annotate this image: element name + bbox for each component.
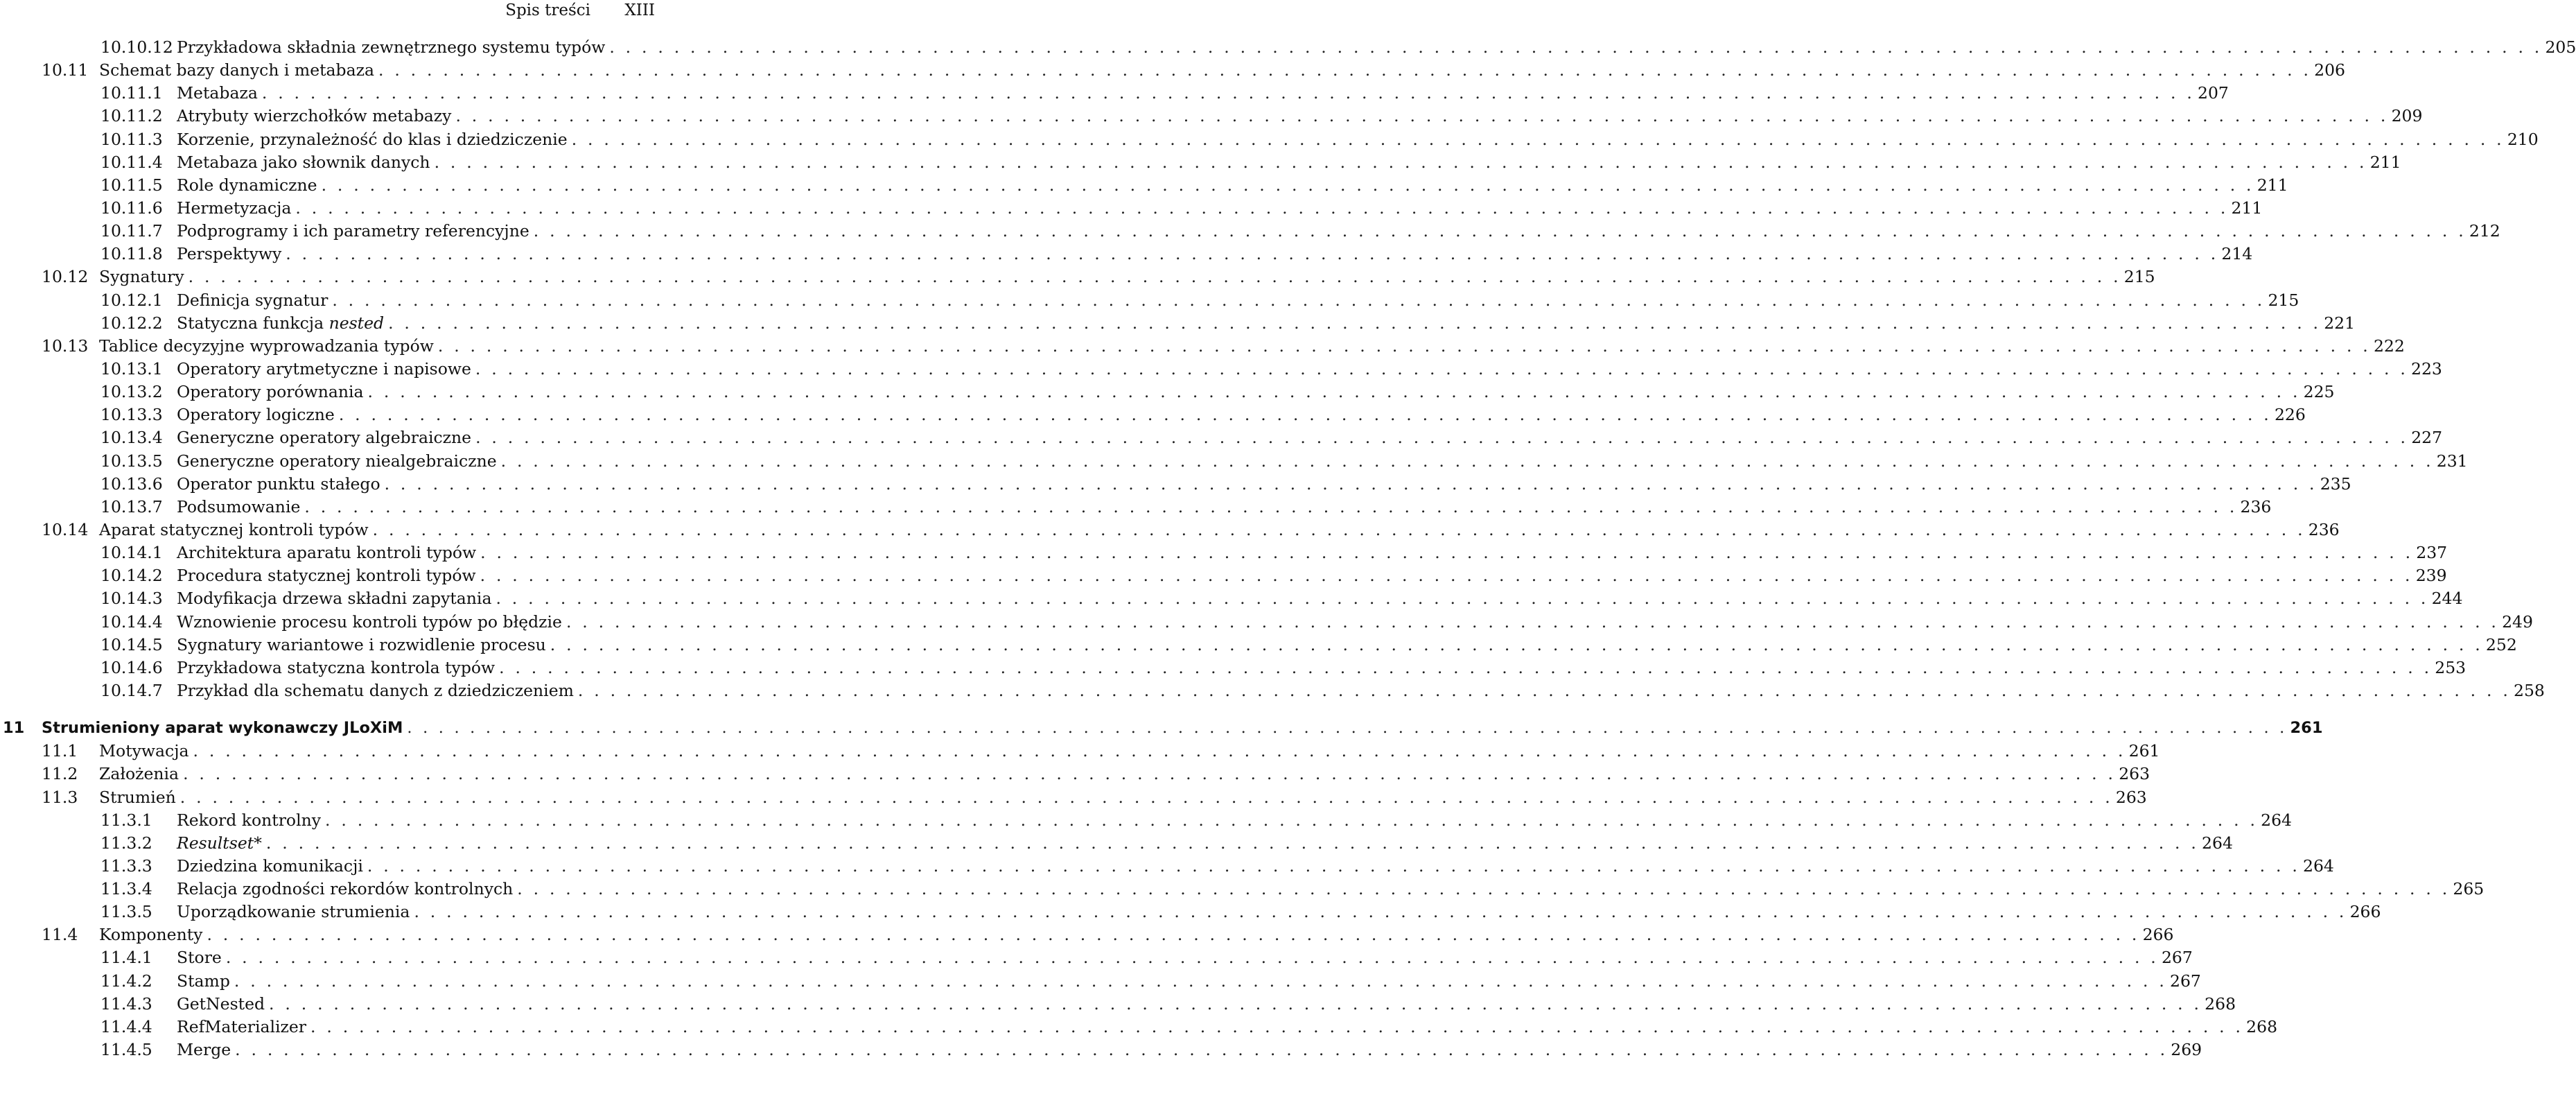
toc-entry-title: RefMaterializer [177,1016,307,1036]
toc-entry-page: 207 [2198,83,2229,103]
dot-leader: . . . . . . . . . . . . . . . . . . . . . . . . . . . . . . . . . . . . . . . . . . . . . . . . . . . . . . . . . . . . . . . . . . . . . . . . . . . . . . . . . . . . . . . . . . . . . . . . . . . . . . . . . . . . . . . . . . . . . . . . [566,611,2500,632]
toc-entry-number: 10.14.4 [100,611,163,632]
toc-entry-page: 249 [2502,611,2533,632]
dot-leader: . . . . . . . . . . . . . . . . . . . . . . . . . . . . . . . . . . . . . . . . . . . . . . . . . . . . . . . . . . . . . . . . . . . . . . . . . . . . . . . . . . . . . . . . . . . . . . . . . . . . . . . . . . . . . . . . . . . . . . . . [533,221,2467,241]
toc-entry-title: Dziedzina komunikacji [177,856,363,876]
toc-entry-title: Merge [177,1040,231,1060]
dot-leader: . . . . . . . . . . . . . . . . . . . . . . . . . . . . . . . . . . . . . . . . . . . . . . . . . . . . . . . . . . . . . . . . . . . . . . . . . . . . . . . . . . . . . . . . . . . . . . . . . . . . . . . . . . . . . . . . . . . . . . . . [367,382,2301,402]
dot-leader: . . . . . . . . . . . . . . . . . . . . . . . . . . . . . . . . . . . . . . . . . . . . . . . . . . . . . . . . . . . . . . . . . . . . . . . . . . . . . . . . . . . . . . . . . . . . . . . . . . . . . . . . . . . . . . . . . . . . . . . . [286,244,2219,264]
toc-subsection-entry[interactable] [0,128,2539,151]
toc-subsection-entry[interactable] [0,312,2356,335]
toc-entry-number: 10.13.4 [100,428,163,448]
dot-leader: . . . . . . . . . . . . . . . . . . . . . . . . . . . . . . . . . . . . . . . . . . . . . . . . . . . . . . . . . . . . . . . . . . . . . . . . . . . . . . . . . . . . . . . . . . . . . . . . . . . . . . . . . . . . . . . . . . . . . . . . [577,680,2512,700]
toc-entry-title: Role dynamiczne [177,175,317,195]
toc-entry-title: Store [177,948,222,968]
toc-entry-number: 11.4.5 [100,1040,152,1060]
toc-subsection-entry[interactable] [0,381,2335,403]
toc-entry-page: 267 [2161,948,2193,968]
dot-leader: . . . . . . . . . . . . . . . . . . . . . . . . . . . . . . . . . . . . . . . . . . . . . . . . . . . . . . . . . . . . . . . . . . . . . . . . . . . . . . . . . . . . . . . . . . . . . . . . . . . . . . . . . . . . . . . . . . . . . . . . [265,833,2200,853]
dot-leader: . . . . . . . . . . . . . . . . . . . . . . . . . . . . . . . . . . . . . . . . . . . . . . . . . . . . . . . . . . . . . . . . . . . . . . . . . . . . . . . . . . . . . . . . . . . . . . . . . . . . . . . . . . . . . . . . . . . . . . . . [609,37,2543,57]
toc-entry-page: 214 [2221,244,2253,264]
toc-entry-number: 11.4.4 [100,1016,152,1036]
dot-leader: . . . . . . . . . . . . . . . . . . . . . . . . . . . . . . . . . . . . . . . . . . . . . . . . . . . . . . . . . . . . . . . . . . . . . . . . . . . . . . . . . . . . . . . . . . . . . . . . . . . . . . . . . . . . . . . . . . . . . . . . [179,787,2113,807]
dot-leader: . . . . . . . . . . . . . . . . . . . . . . . . . . . . . . . . . . . . . . . . . . . . . . . . . . . . . . . . . . . . . . . . . . . . . . . . . . . . . . . . . . . . . . . . . . . . . . . . . . . . . . . . . . . . . . . . . . . . . . . . [183,764,2117,784]
toc-entry-title: Architektura aparatu kontroli typów [177,543,477,563]
toc-entry-number: 11.3.5 [100,902,152,922]
toc-entry-title-italic: nested [328,313,385,333]
toc-entry-number: 10.13.6 [100,474,163,494]
dot-leader: . . . . . . . . . . . . . . . . . . . . . . . . . . . . . . . . . . . . . . . . . . . . . . . . . . . . . . . . . . . . . . . . . . . . . . . . . . . . . . . . . . . . . . . . . . . . . . . . . . . . . . . . . . . . . . . . . . . . . . . . [388,313,2322,333]
toc-entry-page: 236 [2240,496,2272,516]
toc-entry-number: 11.2 [42,764,78,784]
toc-subsection-entry[interactable] [0,174,2288,197]
dot-leader: . . . . . . . . . . . . . . . . . . . . . . . . . . . . . . . . . . . . . . . . . . . . . . . . . . . . . . . . . . . . . . . . . . . . . . . . . . . . . . . . . . . . . . . . . . . . . . . . . . . . . . . . . . . . . . . . . . . . . . . . [517,879,2451,899]
toc-subsection-entry[interactable] [0,426,2443,449]
toc-entry-page: 265 [2453,879,2485,899]
toc-entry-number: 11.4 [42,925,78,945]
toc-entry-number: 10.14.5 [100,634,163,654]
toc-entry-number: 11.3.1 [100,810,152,830]
toc-entry-number: 11.4.2 [100,971,152,991]
toc-entry-title: Modyfikacja drzewa składni zapytania [177,589,492,609]
toc-entry-page: 264 [2303,856,2334,876]
dot-leader: . . . . . . . . . . . . . . . . . . . . . . . . . . . . . . . . . . . . . . . . . . . . . . . . . . . . . . . . . . . . . . . . . . . . . . . . . . . . . . . . . . . . . . . . . . . . . . . . . . . . . . . . . . . . . . . . . . . . . . . . [407,719,2288,738]
toc-entry-page: 263 [2115,787,2147,807]
toc-entry-page: 215 [2123,267,2155,287]
toc-entry-title: Aparat statycznej kontroli typów [99,519,369,539]
toc-subsection-entry[interactable] [0,243,2253,266]
toc-entry-page: 236 [2308,519,2340,539]
toc-subsection-entry[interactable] [0,564,2447,587]
dot-leader: . . . . . . . . . . . . . . . . . . . . . . . . . . . . . . . . . . . . . . . . . . . . . . . . . . . . . . . . . . . . . . . . . . . . . . . . . . . . . . . . . . . . . . . . . . . . . . . . . . . . . . . . . . . . . . . . . . . . . . . . [321,175,2254,195]
toc-entry-title: Operatory logiczne [177,405,335,425]
toc-entry-title: Schemat bazy danych i metabaza [99,60,374,80]
toc-entry-page: 266 [2142,925,2174,945]
toc-subsection-entry[interactable] [0,657,2467,679]
dot-leader: . . . . . . . . . . . . . . . . . . . . . . . . . . . . . . . . . . . . . . . . . . . . . . . . . . . . . . . . . . . . . . . . . . . . . . . . . . . . . . . . . . . . . . . . . . . . . . . . . . . . . . . . . . . . . . . . . . . . . . . . [372,519,2306,539]
dot-leader: . . . . . . . . . . . . . . . . . . . . . . . . . . . . . . . . . . . . . . . . . . . . . . . . . . . . . . . . . . . . . . . . . . . . . . . . . . . . . . . . . . . . . . . . . . . . . . . . . . . . . . . . . . . . . . . . . . . . . . . . [225,948,2159,968]
toc-entry-title: Przykładowa statyczna kontrola typów [177,657,496,677]
toc-entry-number: 10.11 [42,60,89,80]
toc-subsection-entry[interactable] [0,450,2468,473]
toc-entry-title: Operatory arytmetyczne i napisowe [177,358,471,379]
toc-entry-title: Przykład dla schematu danych z dziedziczeniem [177,680,574,700]
toc-entry-title: Przykładowa składnia zewnętrznego systemu typów [177,37,606,57]
toc-entry-number: 11.3.4 [100,879,152,899]
toc-entry-number: 10.12.1 [100,290,163,310]
toc-subsection-entry[interactable] [0,878,2485,901]
toc-entry-title: Strumieniony aparat wykonawczy JLoXiM [42,719,403,738]
toc-section-entry[interactable] [0,786,2147,809]
toc-entry-page: 269 [2171,1040,2202,1060]
toc-entry-title: Sygnatury [99,267,184,287]
dot-leader: . . . . . . . . . . . . . . . . . . . . . . . . . . . . . . . . . . . . . . . . . . . . . . . . . . . . . . . . . . . . . . . . . . . . . . . . . . . . . . . . . . . . . . . . . . . . . . . . . . . . . . . . . . . . . . . . . . . . . . . . [188,267,2121,287]
toc-entry-page: 223 [2411,358,2442,379]
toc-entry-number: 10.13.7 [100,496,163,516]
dot-leader: . . . . . . . . . . . . . . . . . . . . . . . . . . . . . . . . . . . . . . . . . . . . . . . . . . . . . . . . . . . . . . . . . . . . . . . . . . . . . . . . . . . . . . . . . . . . . . . . . . . . . . . . . . . . . . . . . . . . . . . . [437,336,2371,356]
dot-leader: . . . . . . . . . . . . . . . . . . . . . . . . . . . . . . . . . . . . . . . . . . . . . . . . . . . . . . . . . . . . . . . . . . . . . . . . . . . . . . . . . . . . . . . . . . . . . . . . . . . . . . . . . . . . . . . . . . . . . . . . [384,474,2317,494]
toc-entry-title-italic: Resultset* [177,833,262,853]
toc-entry-title: Operatory porównania [177,382,364,402]
toc-entry-number: 11.4.3 [100,993,152,1014]
header-section-title: Spis treści [505,1,591,19]
toc-entry-title: Generyczne operatory niealgebraiczne [177,451,497,471]
toc-subsection-entry[interactable] [0,220,2500,243]
toc-entry-number: 11.3.2 [100,833,152,853]
toc-entry-number: 11.1 [42,741,78,761]
toc-entry-title: Relacja zgodności rekordów kontrolnych [177,879,514,899]
toc-entry-title: Strumień [99,787,176,807]
toc-subsection-entry[interactable] [0,82,2229,105]
toc-entry-page: 237 [2416,543,2448,563]
toc-entry-title [177,832,262,855]
toc-entry-title: Uporządkowanie strumienia [177,902,410,922]
toc-entry-number: 10.14.3 [100,589,163,609]
toc-entry-title: Stamp [177,971,230,991]
toc-section-entry[interactable] [0,519,2340,541]
dot-leader: . . . . . . . . . . . . . . . . . . . . . . . . . . . . . . . . . . . . . . . . . . . . . . . . . . . . . . . . . . . . . . . . . . . . . . . . . . . . . . . . . . . . . . . . . . . . . . . . . . . . . . . . . . . . . . . . . . . . . . . . [367,856,2300,876]
toc-entry-page: 264 [2261,810,2292,830]
toc-entry-page: 267 [2170,971,2201,991]
dot-leader: . . . . . . . . . . . . . . . . . . . . . . . . . . . . . . . . . . . . . . . . . . . . . . . . . . . . . . . . . . . . . . . . . . . . . . . . . . . . . . . . . . . . . . . . . . . . . . . . . . . . . . . . . . . . . . . . . . . . . . . . [414,902,2347,922]
toc-entry-page: 227 [2411,428,2443,448]
toc-subsection-entry[interactable] [0,611,2533,634]
toc-subsection-entry[interactable] [0,358,2442,381]
toc-subsection-entry[interactable] [0,403,2306,426]
toc-entry-page: 212 [2469,221,2500,241]
toc-entry-page: 266 [2349,902,2381,922]
toc-subsection-entry[interactable] [0,832,2233,855]
dot-leader: . . . . . . . . . . . . . . . . . . . . . . . . . . . . . . . . . . . . . . . . . . . . . . . . . . . . . . . . . . . . . . . . . . . . . . . . . . . . . . . . . . . . . . . . . . . . . . . . . . . . . . . . . . . . . . . . . . . . . . . . [325,810,2259,830]
toc-section-entry[interactable] [0,59,2345,82]
toc-entry-title: Wznowienie procesu kontroli typów po błędzie [177,611,562,632]
toc-entry-page: 222 [2373,336,2405,356]
toc-entry-page: 235 [2320,474,2351,494]
toc-entry-number: 10.13.2 [100,382,163,402]
toc-entry-number: 11.3.3 [100,856,152,876]
toc-entry-title: Korzenie, przynależność do klas i dziedziczenie [177,129,568,149]
toc-entry-number: 11.3 [42,787,78,807]
dot-leader: . . . . . . . . . . . . . . . . . . . . . . . . . . . . . . . . . . . . . . . . . . . . . . . . . . . . . . . . . . . . . . . . . . . . . . . . . . . . . . . . . . . . . . . . . . . . . . . . . . . . . . . . . . . . . . . . . . . . . . . . [207,925,2140,945]
dot-leader: . . . . . . . . . . . . . . . . . . . . . . . . . . . . . . . . . . . . . . . . . . . . . . . . . . . . . . . . . . . . . . . . . . . . . . . . . . . . . . . . . . . . . . . . . . . . . . . . . . . . . . . . . . . . . . . . . . . . . . . . [480,543,2414,563]
toc-entry-page: 205 [2545,37,2576,57]
toc-entry-number: 10.14.2 [100,566,163,586]
running-header [0,0,655,21]
toc-entry-number: 10.11.7 [100,221,163,241]
toc-entry-title: Motywacja [99,741,189,761]
dot-leader: . . . . . . . . . . . . . . . . . . . . . . . . . . . . . . . . . . . . . . . . . . . . . . . . . . . . . . . . . . . . . . . . . . . . . . . . . . . . . . . . . . . . . . . . . . . . . . . . . . . . . . . . . . . . . . . . . . . . . . . . [338,405,2272,425]
toc-entry-page: 268 [2246,1016,2278,1036]
header-page-number: XIII [624,1,655,19]
toc-subsection-entry[interactable] [0,105,2423,128]
toc-entry-title: Podprogramy i ich parametry referencyjne [177,221,529,241]
toc-subsection-entry[interactable] [0,993,2236,1016]
toc-entry-number: 10.11.8 [100,244,163,264]
toc-entry-page: 211 [2369,152,2401,172]
toc-subsection-entry[interactable] [0,197,2263,220]
toc-entry-title: Rekord kontrolny [177,810,322,830]
toc-entry-number: 10.11.3 [100,129,163,149]
toc-chapter-entry[interactable] [0,717,2323,740]
toc-entry-number: 10.14.7 [100,680,163,700]
toc-entry-number: 10.12.2 [100,313,163,333]
toc-entry-title: Podsumowanie [177,496,301,516]
toc-subsection-entry[interactable] [0,855,2334,878]
dot-leader: . . . . . . . . . . . . . . . . . . . . . . . . . . . . . . . . . . . . . . . . . . . . . . . . . . . . . . . . . . . . . . . . . . . . . . . . . . . . . . . . . . . . . . . . . . . . . . . . . . . . . . . . . . . . . . . . . . . . . . . . [571,129,2505,149]
toc-entry-page: 215 [2268,290,2299,310]
toc-entry-title: Tablice decyzyjne wyprowadzania typów [99,336,434,356]
toc-entry-page: 253 [2435,657,2467,677]
toc-subsection-entry[interactable] [0,901,2381,923]
toc-entry-number: 10.13.3 [100,405,163,425]
toc-entry-title: Sygnatury wariantowe i rozwidlenie procesu [177,634,546,654]
toc-entry-title: Atrybuty wierzchołków metabazy [177,106,452,126]
toc-subsection-entry[interactable] [0,496,2272,519]
toc-entry-number: 10.11.1 [100,83,163,103]
toc-subsection-entry[interactable] [0,970,2201,993]
toc-entry-page: 264 [2202,833,2233,853]
toc-entry-page: 221 [2324,313,2356,333]
toc-entry-page: 258 [2514,680,2545,700]
toc-subsection-entry[interactable] [0,809,2292,832]
toc-entry-number: 10.11.5 [100,175,163,195]
toc-entry-title: GetNested [177,993,265,1014]
toc-subsection-entry[interactable] [0,541,2448,564]
toc-subsection-entry[interactable] [0,1039,2202,1061]
toc-entry-number: 10.11.6 [100,198,163,218]
toc-entry-title: Procedura statycznej kontroli typów [177,566,476,586]
toc-entry-page: 226 [2274,405,2306,425]
toc-entry-page: 206 [2314,60,2345,80]
dot-leader: . . . . . . . . . . . . . . . . . . . . . . . . . . . . . . . . . . . . . . . . . . . . . . . . . . . . . . . . . . . . . . . . . . . . . . . . . . . . . . . . . . . . . . . . . . . . . . . . . . . . . . . . . . . . . . . . . . . . . . . . [332,290,2266,310]
toc-entry-number: 10.13.5 [100,451,163,471]
toc-entry-title: Operator punktu stałego [177,474,380,494]
toc-subsection-entry[interactable] [0,1016,2278,1039]
dot-leader: . . . . . . . . . . . . . . . . . . . . . . . . . . . . . . . . . . . . . . . . . . . . . . . . . . . . . . . . . . . . . . . . . . . . . . . . . . . . . . . . . . . . . . . . . . . . . . . . . . . . . . . . . . . . . . . . . . . . . . . . [550,634,2483,654]
dot-leader: . . . . . . . . . . . . . . . . . . . . . . . . . . . . . . . . . . . . . . . . . . . . . . . . . . . . . . . . . . . . . . . . . . . . . . . . . . . . . . . . . . . . . . . . . . . . . . . . . . . . . . . . . . . . . . . . . . . . . . . . [234,971,2168,991]
toc-entry-number: 10.11.2 [100,106,163,126]
dot-leader: . . . . . . . . . . . . . . . . . . . . . . . . . . . . . . . . . . . . . . . . . . . . . . . . . . . . . . . . . . . . . . . . . . . . . . . . . . . . . . . . . . . . . . . . . . . . . . . . . . . . . . . . . . . . . . . . . . . . . . . . [499,657,2433,677]
dot-leader: . . . . . . . . . . . . . . . . . . . . . . . . . . . . . . . . . . . . . . . . . . . . . . . . . . . . . . . . . . . . . . . . . . . . . . . . . . . . . . . . . . . . . . . . . . . . . . . . . . . . . . . . . . . . . . . . . . . . . . . . [475,358,2409,379]
toc-section-entry[interactable] [0,923,2174,946]
dot-leader: . . . . . . . . . . . . . . . . . . . . . . . . . . . . . . . . . . . . . . . . . . . . . . . . . . . . . . . . . . . . . . . . . . . . . . . . . . . . . . . . . . . . . . . . . . . . . . . . . . . . . . . . . . . . . . . . . . . . . . . . [434,152,2367,172]
dot-leader: . . . . . . . . . . . . . . . . . . . . . . . . . . . . . . . . . . . . . . . . . . . . . . . . . . . . . . . . . . . . . . . . . . . . . . . . . . . . . . . . . . . . . . . . . . . . . . . . . . . . . . . . . . . . . . . . . . . . . . . . [235,1040,2168,1060]
toc-subsection-entry[interactable] [0,151,2401,174]
toc-entry-title: Założenia [99,764,179,784]
table-of-contents [0,36,2576,1061]
toc-entry-title: Metabaza [177,83,258,103]
toc-entry-page: 211 [2231,198,2263,218]
toc-section-entry[interactable] [0,266,2155,288]
toc-entry-page: 244 [2431,589,2463,609]
toc-entry-title: Komponenty [99,925,203,945]
toc-section-entry[interactable] [0,740,2160,763]
toc-entry-page: 268 [2205,993,2236,1014]
toc-entry-title: Definicja sygnatur [177,290,328,310]
toc-entry-title: Metabaza jako słownik danych [177,152,430,172]
toc-entry-number: 10.12 [42,267,89,287]
toc-entry-number: 11 [3,719,25,738]
dot-leader: . . . . . . . . . . . . . . . . . . . . . . . . . . . . . . . . . . . . . . . . . . . . . . . . . . . . . . . . . . . . . . . . . . . . . . . . . . . . . . . . . . . . . . . . . . . . . . . . . . . . . . . . . . . . . . . . . . . . . . . . [378,60,2312,80]
toc-entry-title: Statyczna funkcja nested [177,313,385,333]
toc-entry-title: Generyczne operatory algebraiczne [177,428,472,448]
toc-entry-page: 263 [2119,764,2150,784]
toc-subsection-entry[interactable] [0,946,2193,969]
dot-leader: . . . . . . . . . . . . . . . . . . . . . . . . . . . . . . . . . . . . . . . . . . . . . . . . . . . . . . . . . . . . . . . . . . . . . . . . . . . . . . . . . . . . . . . . . . . . . . . . . . . . . . . . . . . . . . . . . . . . . . . . [455,106,2389,126]
dot-leader: . . . . . . . . . . . . . . . . . . . . . . . . . . . . . . . . . . . . . . . . . . . . . . . . . . . . . . . . . . . . . . . . . . . . . . . . . . . . . . . . . . . . . . . . . . . . . . . . . . . . . . . . . . . . . . . . . . . . . . . . [261,83,2195,103]
dot-leader: . . . . . . . . . . . . . . . . . . . . . . . . . . . . . . . . . . . . . . . . . . . . . . . . . . . . . . . . . . . . . . . . . . . . . . . . . . . . . . . . . . . . . . . . . . . . . . . . . . . . . . . . . . . . . . . . . . . . . . . . [193,741,2126,761]
dot-leader: . . . . . . . . . . . . . . . . . . . . . . . . . . . . . . . . . . . . . . . . . . . . . . . . . . . . . . . . . . . . . . . . . . . . . . . . . . . . . . . . . . . . . . . . . . . . . . . . . . . . . . . . . . . . . . . . . . . . . . . . [480,566,2413,586]
toc-subsection-entry[interactable] [0,634,2517,657]
toc-entry-number: 10.14.1 [100,543,163,563]
toc-entry-page: 211 [2257,175,2288,195]
toc-entry-title: Hermetyzacja [177,198,292,218]
toc-entry-page: 239 [2415,566,2447,586]
toc-entry-number: 10.11.4 [100,152,163,172]
toc-entry-page: 225 [2303,382,2335,402]
toc-entry-page: 252 [2485,634,2517,654]
dot-leader: . . . . . . . . . . . . . . . . . . . . . . . . . . . . . . . . . . . . . . . . . . . . . . . . . . . . . . . . . . . . . . . . . . . . . . . . . . . . . . . . . . . . . . . . . . . . . . . . . . . . . . . . . . . . . . . . . . . . . . . . [475,428,2409,448]
toc-entry-number: 10.10.12 [100,37,173,57]
toc-entry-number: 10.13.1 [100,358,163,379]
toc-entry-page: 210 [2507,129,2539,149]
toc-entry-title: Perspektywy [177,244,282,264]
toc-subsection-entry[interactable] [0,473,2351,496]
dot-leader: . . . . . . . . . . . . . . . . . . . . . . . . . . . . . . . . . . . . . . . . . . . . . . . . . . . . . . . . . . . . . . . . . . . . . . . . . . . . . . . . . . . . . . . . . . . . . . . . . . . . . . . . . . . . . . . . . . . . . . . . [500,451,2434,471]
toc-entry-page: 261 [2290,719,2323,738]
dot-leader: . . . . . . . . . . . . . . . . . . . . . . . . . . . . . . . . . . . . . . . . . . . . . . . . . . . . . . . . . . . . . . . . . . . . . . . . . . . . . . . . . . . . . . . . . . . . . . . . . . . . . . . . . . . . . . . . . . . . . . . . [295,198,2229,218]
toc-entry-number: 10.14 [42,519,89,539]
dot-leader: . . . . . . . . . . . . . . . . . . . . . . . . . . . . . . . . . . . . . . . . . . . . . . . . . . . . . . . . . . . . . . . . . . . . . . . . . . . . . . . . . . . . . . . . . . . . . . . . . . . . . . . . . . . . . . . . . . . . . . . . [269,993,2202,1014]
toc-subsection-entry[interactable] [0,36,2576,59]
toc-entry-number: 10.13 [42,336,89,356]
toc-subsection-entry[interactable] [0,679,2545,702]
toc-entry-number: 11.4.1 [100,948,152,968]
dot-leader: . . . . . . . . . . . . . . . . . . . . . . . . . . . . . . . . . . . . . . . . . . . . . . . . . . . . . . . . . . . . . . . . . . . . . . . . . . . . . . . . . . . . . . . . . . . . . . . . . . . . . . . . . . . . . . . . . . . . . . . . [310,1016,2244,1036]
toc-subsection-entry[interactable] [0,587,2463,610]
toc-entry-number: 10.14.6 [100,657,163,677]
toc-section-entry[interactable] [0,763,2150,785]
toc-subsection-entry[interactable] [0,289,2299,312]
toc-entry-page: 209 [2391,106,2423,126]
toc-section-entry[interactable] [0,335,2405,358]
dot-leader: . . . . . . . . . . . . . . . . . . . . . . . . . . . . . . . . . . . . . . . . . . . . . . . . . . . . . . . . . . . . . . . . . . . . . . . . . . . . . . . . . . . . . . . . . . . . . . . . . . . . . . . . . . . . . . . . . . . . . . . . [304,496,2238,516]
toc-entry-page: 231 [2436,451,2468,471]
dot-leader: . . . . . . . . . . . . . . . . . . . . . . . . . . . . . . . . . . . . . . . . . . . . . . . . . . . . . . . . . . . . . . . . . . . . . . . . . . . . . . . . . . . . . . . . . . . . . . . . . . . . . . . . . . . . . . . . . . . . . . . . [496,589,2429,609]
toc-entry-page: 261 [2128,741,2160,761]
